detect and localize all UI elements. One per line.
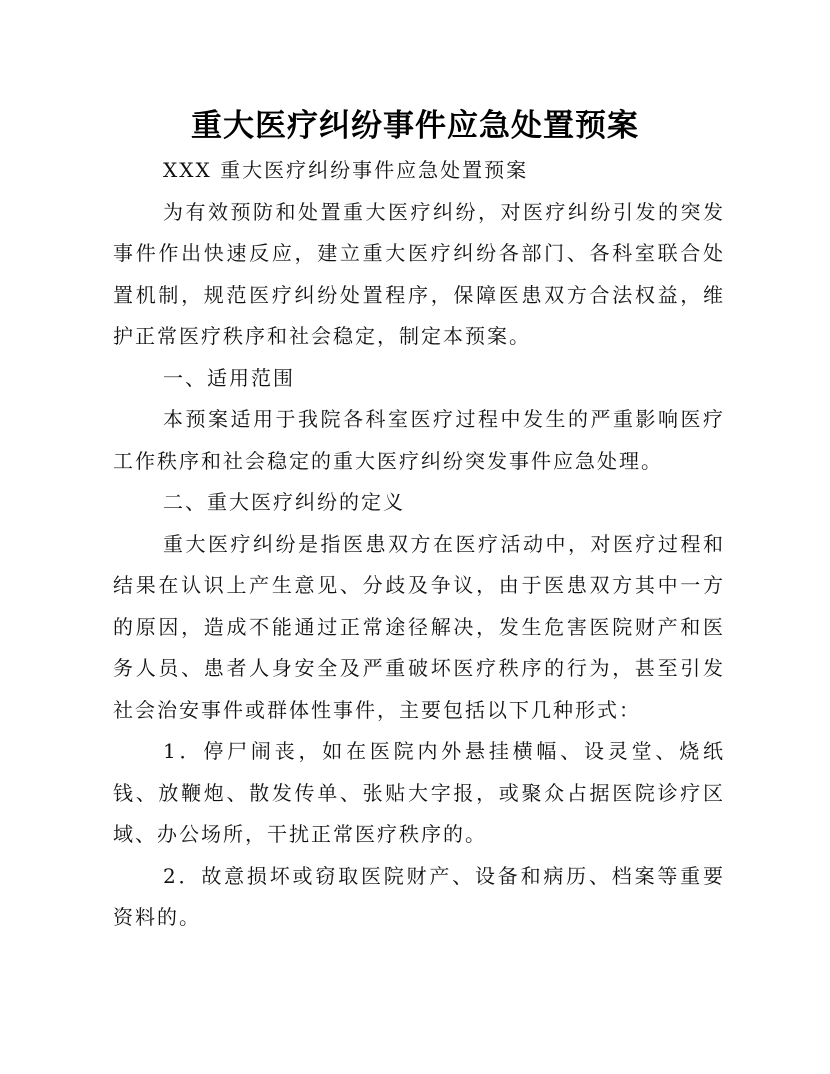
list-item-2: 2．故意损坏或窃取医院财产、设备和病历、档案等重要资料的。 <box>113 863 725 929</box>
section-heading-definition: 二、重大医疗纠纷的定义 <box>163 490 405 514</box>
document-body <box>113 150 725 939</box>
document-subtitle: XXX 重大医疗纠纷事件应急处置预案 <box>163 158 529 182</box>
page-title: 重大医疗纠纷事件应急处置预案 <box>191 108 639 144</box>
paragraph-scope: 本预案适用于我院各科室医疗过程中发生的严重影响医疗工作秩序和社会稳定的重大医疗纠纷突发事件应急处理。 <box>113 407 725 473</box>
paragraph-definition: 重大医疗纠纷是指医患双方在医疗活动中，对医疗过程和结果在认识上产生意见、分歧及争议，由于医患双方其中一方的原因，造成不能通过正常途径解决，发生危害医院财产和医务人员、患者人身安全及严重破坏医疗秩序的行为，甚至引发社会治安事件或群体性事件，主要包括以下几种形式： <box>113 531 725 722</box>
list-item-1: 1．停尸闹丧，如在医院内外悬挂横幅、设灵堂、烧纸钱、放鞭炮、散发传单、张贴大字报，或聚众占据医院诊疗区域、办公场所，干扰正常医疗秩序的。 <box>113 739 725 846</box>
section-heading-scope: 一、适用范围 <box>163 365 295 390</box>
paragraph-intro: 为有效预防和处置重大医疗纠纷，对医疗纠纷引发的突发事件作出快速反应，建立重大医疗纠纷各部门、各科室联合处置机制，规范医疗纠纷处置程序，保障医患双方合法权益，维护正常医疗秩序和社会稳定，制定本预案。 <box>113 199 725 348</box>
